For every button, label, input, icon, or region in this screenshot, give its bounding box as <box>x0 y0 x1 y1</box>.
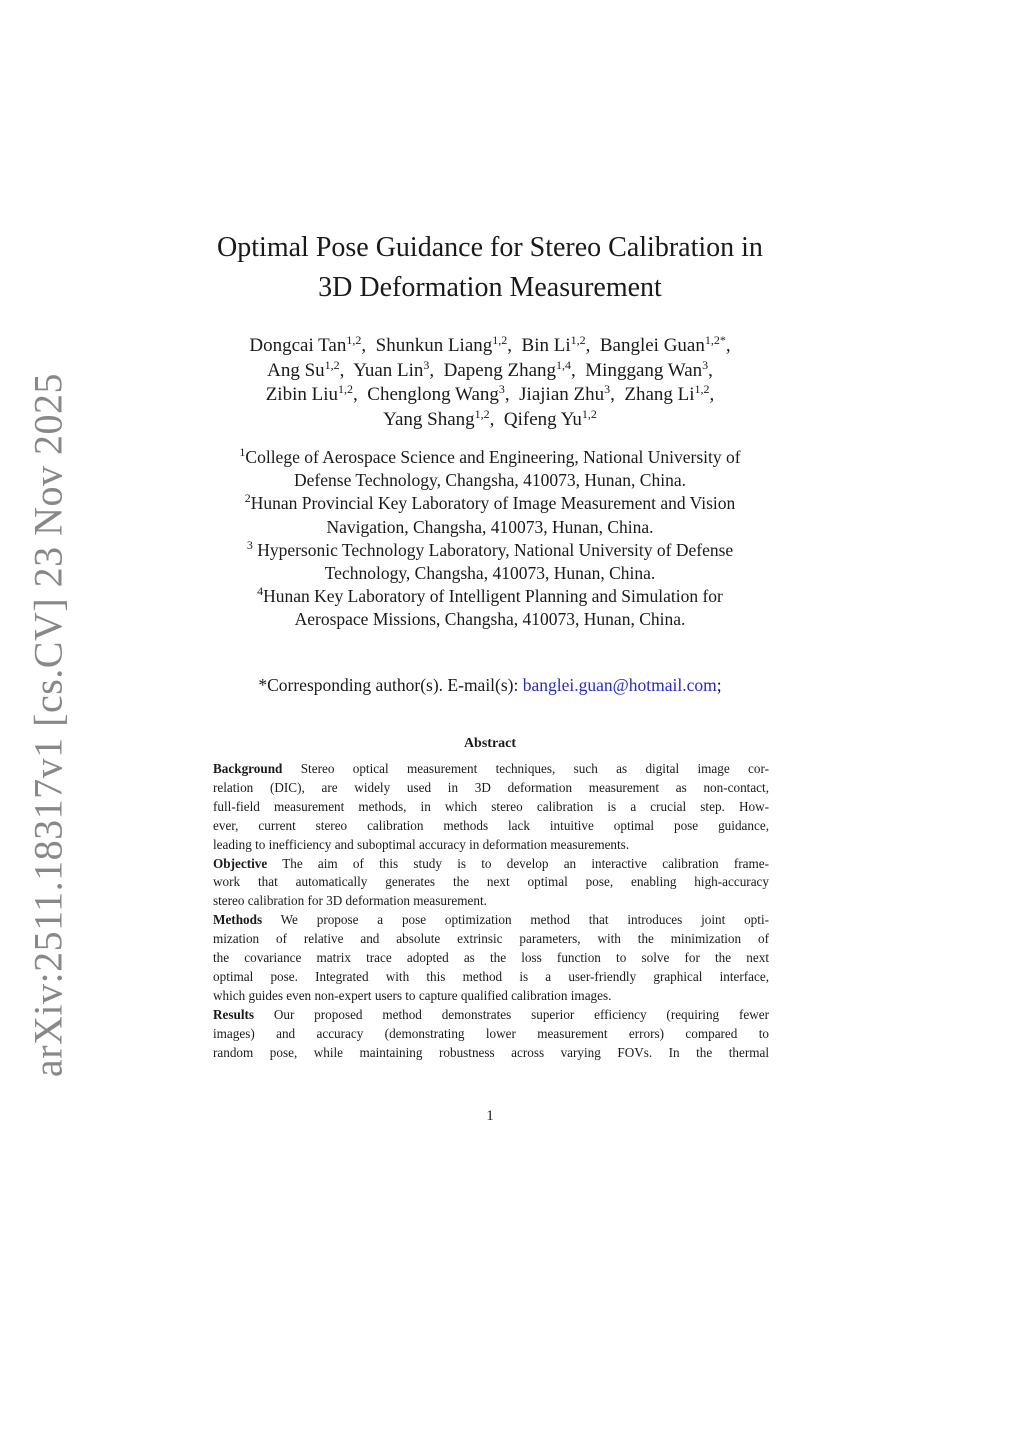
author-line-2: Ang Su$^{1,2}$, Yuan Lin$^3$, Dapeng Zhang$^{1,4}$, Minggang Wan$^3$, <box>267 357 713 381</box>
results-label: Results <box>213 1006 255 1022</box>
abstract-body <box>213 760 769 1063</box>
author-line-4: Yang Shang$^{1,2}$, Qifeng Yu$^{1,2}$ <box>383 406 597 430</box>
abstract-line: Objective The aim of this study is to develop an interactive calibration frame- <box>213 855 769 871</box>
objective-label: Objective <box>213 855 268 871</box>
email-link[interactable]: banglei.guan@hotmail.com <box>522 675 717 695</box>
abstract-line: full-field measurement methods, in which stereo calibration is a crucial step. How- <box>213 798 769 814</box>
abstract-heading: Abstract <box>463 736 517 751</box>
author-list <box>170 334 810 432</box>
abstract-line: Results Our proposed method demonstrates superior efficiency (requiring fewer <box>213 1006 769 1022</box>
paper-title-line-2: 3D Deformation Measurement <box>318 272 662 303</box>
paper-title-line-1: Optimal Pose Guidance for Stereo Calibration in <box>217 232 763 263</box>
author-name: Bin Li$^{1,2}$ <box>521 333 586 356</box>
author-name: Ang Su$^{1,2}$ <box>267 357 340 381</box>
methods-label: Methods <box>213 912 263 928</box>
abstract-line: random pose, while maintaining robustness across varying FOVs. In the thermal <box>213 1044 769 1060</box>
affiliation-3: $^3$ Hypersonic Technology Laboratory, National University of Defense Technology, Changsha, 410073, Hunan, China. <box>246 537 734 584</box>
author-name: Yuan Lin$^3$ <box>353 357 430 381</box>
author-name: Qifeng Yu$^{1,2}$ <box>503 406 597 430</box>
author-name: Dapeng Zhang$^{1,4}$ <box>443 357 572 381</box>
arxiv-identifier-stamp: arXiv:2511.18317v1 [cs.CV] 23 Nov 2025 <box>25 372 71 1078</box>
abstract-line: the covariance matrix trace adopted as the loss function to solve for the next <box>213 950 769 966</box>
corresponding-prefix: *Corresponding author(s). E-mail(s): <box>258 675 523 695</box>
abstract-line: images) and accuracy (demonstrating lower measurement errors) compared to <box>213 1025 769 1041</box>
affiliation-2: $^2$Hunan Provincial Key Laboratory of Image Measurement and Vision Navigation, Changsha, 410073, Hunan, China. <box>244 491 736 537</box>
author-line-1: Dongcai Tan$^{1,2}$, Shunkun Liang$^{1,2}$, Bin Li$^{1,2}$, Banglei Guan$^{1,2*}$, <box>249 333 731 356</box>
page-number: 1 <box>486 1108 494 1124</box>
abstract-line: work that automatically generates the next optimal pose, enabling high-accuracy <box>213 874 769 890</box>
abstract-line: ever, current stereo calibration methods lack intuitive optimal pose guidance, <box>213 817 769 833</box>
author-name: Shunkun Liang$^{1,2}$ <box>375 333 508 356</box>
paper-title <box>170 228 810 308</box>
affiliation-1: $^1$College of Aerospace Science and Engineering, National University of Defense Technology, Changsha, 410073, Hunan, China. <box>239 445 741 491</box>
author-name: Minggang Wan$^3$ <box>585 357 709 381</box>
affiliation-list <box>170 446 810 632</box>
abstract-line: relation (DIC), are widely used in 3D deformation measurement as non-contact, <box>213 779 769 795</box>
author-name: Yang Shang$^{1,2}$ <box>383 406 490 430</box>
author-line-3: Zibin Liu$^{1,2}$, Chenglong Wang$^3$, Jiajian Zhu$^3$, Zhang Li$^{1,2}$, <box>265 382 715 405</box>
abstract-line: mization of relative and absolute extrinsic parameters, with the minimization of <box>213 931 769 947</box>
abstract-line: Methods We propose a pose optimization method that introduces joint opti- <box>213 912 769 928</box>
author-name: Dongcai Tan$^{1,2}$ <box>249 333 362 356</box>
abstract-line: optimal pose. Integrated with this method is a user-friendly graphical interface, <box>213 968 769 984</box>
author-name: Zibin Liu$^{1,2}$ <box>265 382 354 405</box>
author-name: Chenglong Wang$^3$ <box>367 382 505 405</box>
corresponding-author-note <box>170 674 810 696</box>
abstract-line: which guides even non-expert users to capture qualified calibration images. <box>213 987 612 1003</box>
abstract-line: stereo calibration for 3D deformation measurement. <box>213 893 487 909</box>
author-name: Banglei Guan$^{1,2*}$ <box>599 333 726 356</box>
abstract-line: Background Stereo optical measurement techniques, such as digital image cor- <box>213 761 769 776</box>
author-name: Zhang Li$^{1,2}$ <box>624 382 710 405</box>
affiliation-4: $^4$Hunan Key Laboratory of Intelligent Planning and Simulation for Aerospace Missions, Changsha, 410073, Hunan, China. <box>257 584 723 630</box>
corresponding-suffix: ; <box>716 675 722 695</box>
author-name: Jiajian Zhu$^3$ <box>519 382 611 405</box>
abstract-line: leading to inefficiency and suboptimal accuracy in deformation measurements. <box>213 836 630 852</box>
background-label: Background <box>213 761 283 776</box>
